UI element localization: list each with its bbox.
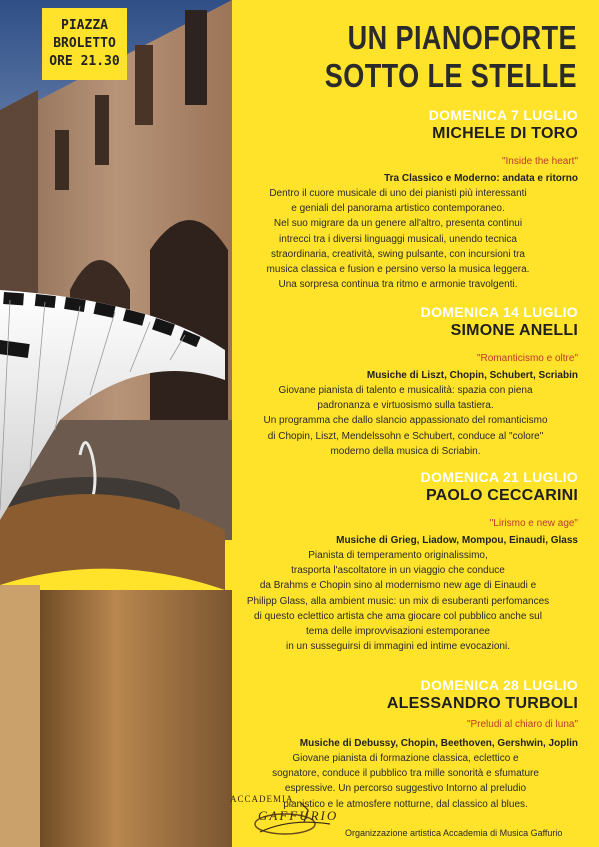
event-description <box>218 548 578 654</box>
description-line: pianistico e le atmosfere notturne, dal classico al blues. <box>283 798 528 810</box>
courtyard-piano-illustration <box>0 0 232 847</box>
title-line-2: SOTTO LE STELLE <box>324 57 577 94</box>
event-subtitle: "Inside the heart" <box>501 156 578 167</box>
description-line: Una sorpresa continua tra ritmo e armonie travolgenti. <box>278 279 518 291</box>
description-line: in un susseguirsi di immagini ed intime evocazioni. <box>286 641 510 653</box>
accademia-gaffurio-logo <box>230 794 340 840</box>
description-line: Nel suo migrare da un genere all'altro, presenta continui <box>273 218 523 230</box>
description-line: Pianista di temperamento originalissimo, <box>308 550 488 561</box>
event-date: DOMENICA 21 LUGLIO <box>420 469 578 485</box>
title-line-1: UN PIANOFORTE <box>347 19 577 56</box>
logo-text-top: ACCADEMIA <box>230 794 294 804</box>
event-performer: ALESSANDRO TURBOLI <box>386 695 578 712</box>
event-date: DOMENICA 7 LUGLIO <box>428 107 578 123</box>
event-description <box>233 383 578 459</box>
description-line: intrecci tra i diversi linguaggi musicali, unendo tecnica <box>279 233 517 245</box>
event-description <box>218 186 578 292</box>
description-line: Giovane pianista di formazione classica, eclettico e <box>292 753 519 764</box>
description-line: Dentro il cuore musicale di uno dei pianisti più interessanti <box>269 188 527 199</box>
description-line: di questo eclettico artista che ama giocare col pubblico anche sul <box>254 610 542 622</box>
event-performer: MICHELE DI TORO <box>432 125 578 142</box>
event-subtitle: "Lirismo e new age" <box>489 518 578 529</box>
description-line: Giovane pianista di talento e musicalità: spazia con piena <box>278 385 533 396</box>
venue-place-2: BROLETTO <box>53 36 116 51</box>
event-program: Tra Classico e Moderno: andata e ritorno <box>384 173 578 184</box>
organizer-credit: Organizzazione artistica Accademia di Musica Gaffurio <box>345 828 563 838</box>
description-line: Philipp Glass, alla ambient music: un mix di esuberanti perfomances <box>246 595 550 607</box>
event-3 <box>233 468 578 654</box>
description-line: espressive. Un percorso suggestivo Intorno al preludio <box>284 783 527 795</box>
description-line: e geniali del panorama artistico contemporaneo. <box>291 203 505 215</box>
event-date: DOMENICA 28 LUGLIO <box>420 677 578 693</box>
description-line: da Brahms e Chopin sino al modernismo new age di Einaudi e <box>259 580 537 592</box>
event-subtitle: "Preludi al chiaro di luna" <box>466 719 578 730</box>
poster-photo <box>0 0 232 847</box>
venue-info-box <box>42 8 127 80</box>
description-line: di Chopin, Liszt, Mendelssohn e Schubert, conduce al "colore" <box>267 430 544 442</box>
description-line: moderno della musica di Scriabin. <box>330 445 481 457</box>
venue-place: PIAZZA <box>61 18 108 33</box>
venue-time: ORE 21.30 <box>49 54 120 69</box>
event-4 <box>233 676 578 812</box>
event-subtitle: "Romanticismo e oltre" <box>476 353 578 364</box>
event-performer: SIMONE ANELLI <box>450 322 578 339</box>
event-1 <box>233 106 578 292</box>
event-performer: PAOLO CECCARINI <box>425 487 578 504</box>
description-line: Un programma che dallo slancio appassionato del romanticismo <box>263 415 548 427</box>
description-line: sognatore, conduce il pubblico tra mille sonorità e sfumature <box>272 768 539 780</box>
description-line: musica classica e fusion e persino verso la musica leggera. <box>266 264 530 276</box>
event-program: Musiche di Liszt, Chopin, Schubert, Scriabin <box>366 370 578 381</box>
description-line: padronanza e virtuosismo sulla tastiera. <box>317 400 494 412</box>
event-program: Musiche di Grieg, Liadow, Mompou, Einaudi, Glass <box>336 535 578 546</box>
event-date: DOMENICA 14 LUGLIO <box>420 304 578 320</box>
description-line: trasporta l'ascoltatore in un viaggio che conduce <box>291 565 505 577</box>
poster-title <box>298 19 577 95</box>
event-2 <box>233 303 578 459</box>
event-program: Musiche di Debussy, Chopin, Beethoven, Gershwin, Joplin <box>299 738 578 749</box>
description-line: tema delle improvvisazioni estemporanee <box>306 626 490 638</box>
description-line: straordinaria, creatività, swing pulsante, con incursioni tra <box>270 248 525 260</box>
logo-text-bottom: GAFFURIO <box>258 808 339 823</box>
